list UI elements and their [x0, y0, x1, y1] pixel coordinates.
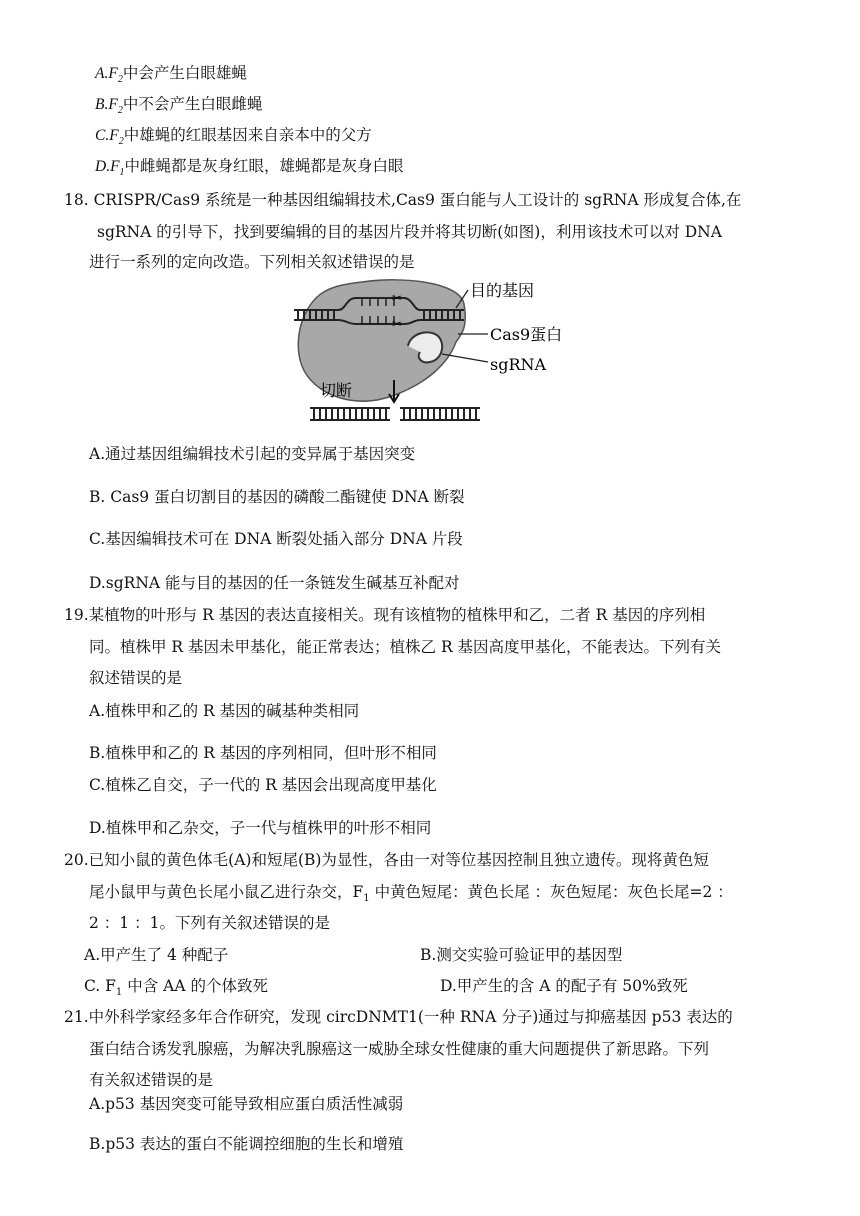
crispr-cas9-figure: [292, 276, 570, 430]
q20-option-a: A.甲产生了 4 种配子: [84, 946, 229, 964]
dna-fragment-left: [310, 408, 390, 420]
dna-fragment-right: [400, 408, 480, 420]
q19-stem-line3: 叙述错误的是: [89, 669, 183, 687]
q17-option-a: $A.F_2$中会产生白眼雄蝇: [95, 64, 247, 86]
q19-option-d: D.植株甲和乙杂交，子一代与植株甲的叶形不相同: [89, 819, 432, 837]
q18-stem-line3: 进行一系列的定向改造。下列相关叙述错误的是: [89, 253, 415, 271]
label-cut: 切断: [320, 381, 353, 400]
q21-option-b: B.p53 表达的蛋白不能调控细胞的生长和增殖: [89, 1135, 404, 1153]
q19-stem-line2: 同。植株甲 R 基因未甲基化，能正常表达；植株乙 R 基因高度甲基化，不能表达。下列有关: [89, 638, 722, 656]
q18-stem-line2: sgRNA 的引导下，找到要编辑的目的基因片段并将其切断(如图)，利用该技术可以对 DNA: [97, 223, 722, 241]
q17-option-b: $B.F_2$中不会产生白眼雌蝇: [95, 95, 263, 117]
q20-option-b: B.测交实验可验证甲的基因型: [420, 946, 623, 964]
q18-option-c: C.基因编辑技术可在 DNA 断裂处插入部分 DNA 片段: [89, 530, 463, 548]
q20-stem-line2: 尾小鼠甲与黄色长尾小鼠乙进行杂交，$F_1$ 中黄色短尾：黄色长尾 ：灰色短尾：灰色长尾=2 ：: [89, 883, 733, 905]
q18-option-b: B. Cas9 蛋白切割目的基因的磷酸二酯键使 DNA 断裂: [89, 488, 465, 506]
q20-option-d: D.甲产生的含 A 的配子有 50%致死: [440, 977, 688, 995]
q21-stem-line3: 有关叙述错误的是: [89, 1071, 214, 1089]
q17-option-c: $C.F_2$中雄蝇的红眼基因来自亲本中的父方: [95, 126, 372, 148]
scissors-icon-top: ✂: [392, 291, 403, 305]
q18-option-d: D.sgRNA 能与目的基因的任一条链发生碱基互补配对: [89, 574, 460, 592]
q19-option-a: A.植株甲和乙的 R 基因的碱基种类相同: [89, 702, 360, 720]
label-sgrna: sgRNA: [490, 355, 547, 374]
q21-stem-line2: 蛋白结合诱发乳腺癌，为解决乳腺癌这一威胁全球女性健康的重大问题提供了新思路。下列: [89, 1040, 710, 1058]
q21-option-a: A.p53 基因突变可能导致相应蛋白质活性减弱: [89, 1095, 404, 1113]
q20-stem-line3: 2 ：1 ：1。下列有关叙述错误的是: [89, 914, 330, 932]
label-target-gene: 目的基因: [470, 281, 535, 300]
q19-stem-line1: 19.某植物的叶形与 R 基因的表达直接相关。现有该植物的植株甲和乙，二者 R 基因的序列相: [64, 606, 706, 624]
q19-option-c: C.植株乙自交，子一代的 R 基因会出现高度甲基化: [89, 776, 437, 794]
q17-option-d: $D.F_1$中雌蝇都是灰身红眼，雄蝇都是灰身白眼: [95, 157, 404, 179]
q21-stem-line1: 21.中外科学家经多年合作研究，发现 circDNMT1(一种 RNA 分子)通过与抑癌基因 p53 表达的: [64, 1008, 733, 1026]
q19-option-b: B.植株甲和乙的 R 基因的序列相同，但叶形不相同: [89, 744, 437, 762]
q18-option-a: A.通过基因组编辑技术引起的变异属于基因突变: [89, 445, 416, 463]
q18-stem-line1: 18. CRISPR/Cas9 系统是一种基因组编辑技术,Cas9 蛋白能与人工设计的 sgRNA 形成复合体,在: [64, 191, 742, 209]
scissors-icon-bottom: ✂: [392, 317, 403, 331]
q20-option-c: C. $F_1$ 中含 AA 的个体致死: [84, 977, 268, 999]
q20-stem-line1: 20.已知小鼠的黄色体毛(A)和短尾(B)为显性，各由一对等位基因控制且独立遗传。现将黄色短: [64, 851, 709, 869]
label-cas9: Cas9蛋白: [490, 325, 563, 344]
